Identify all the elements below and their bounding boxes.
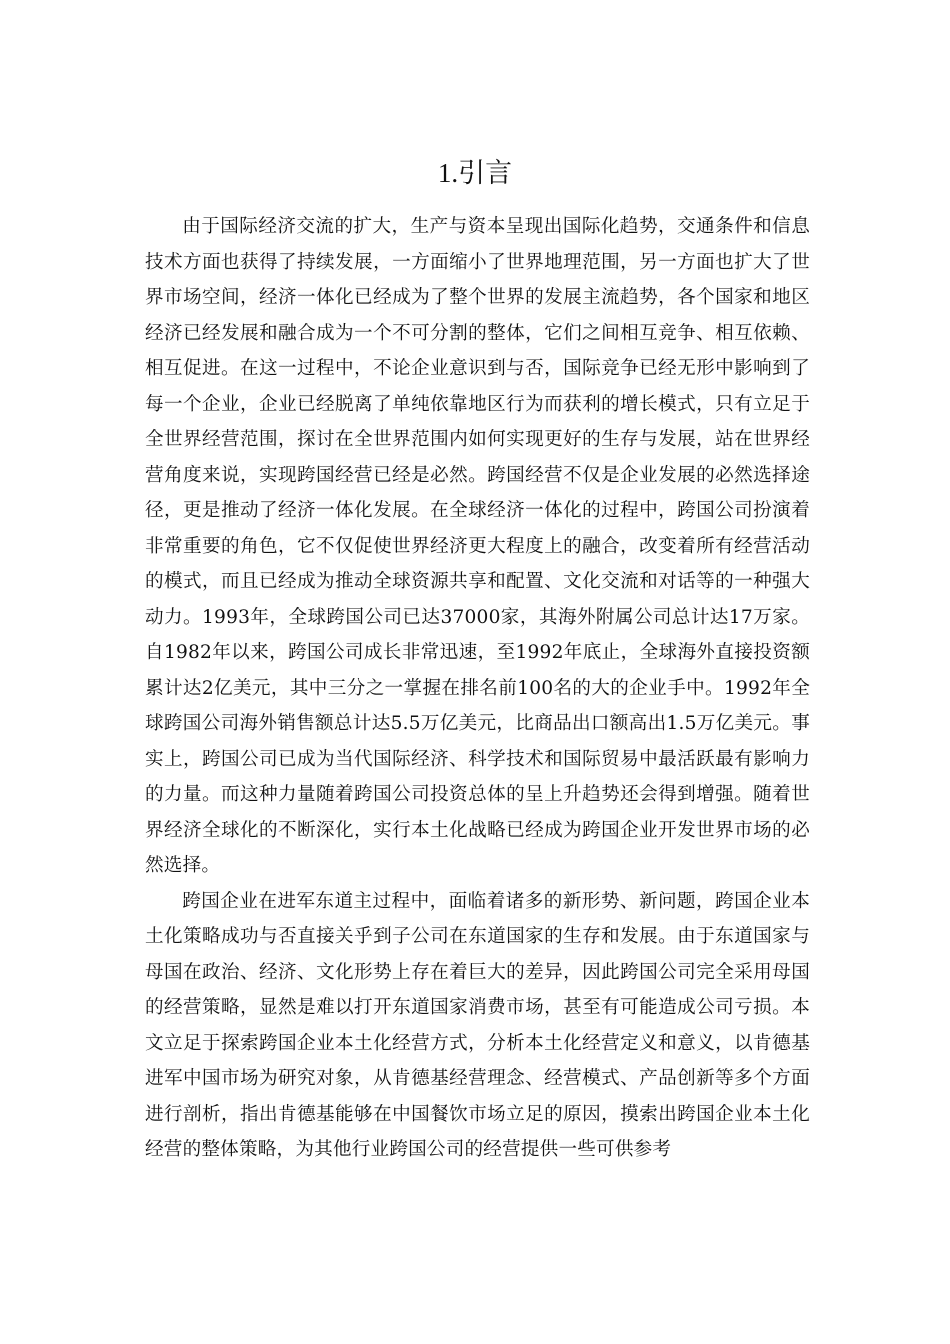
body-text: [145, 209, 810, 1168]
paragraph-2: 跨国企业在进军东道主过程中，面临着诸多的新形势、新问题，跨国企业本土化策略成功与否直接关乎到子公司在东道国家的生存和发展。由于东道国家与母国在政治、经济、文化形势上存在着巨大的差异，因此跨国公司完全采用母国的经营策略，显然是难以打开东道国家消费市场，甚至有可能造成公司亏损。本文立足于探索跨国企业本土化经营方式，分析本土化经营定义和意义，以肯德基进军中国市场为研究对象，从肯德基经营理念、经营模式、产品创新等多个方面进行剖析，指出肯德基能够在中国餐饮市场立足的原因，摸索出跨国企业本土化经营的整体策略，为其他行业跨国公司的经营提供一些可供参考: [145, 890, 810, 1160]
paragraph-1: 由于国际经济交流的扩大，生产与资本呈现出国际化趋势，交通条件和信息技术方面也获得了持续发展，一方面缩小了世界地理范围，另一方面也扩大了世界市场空间，经济一体化已经成为了整个世界的发展主流趋势，各个国家和地区经济已经发展和融合成为一个不可分割的整体，它们之间相互竞争、相互依赖、相互促进。在这一过程中，不论企业意识到与否，国际竞争已经无形中影响到了每一个企业，企业已经脱离了单纯依靠地区行为而获利的增长模式，只有立足于全世界经营范围，探讨在全世界范围内如何实现更好的生存与发展，站在世界经营角度来说，实现跨国经营已经是必然。跨国经营不仅是企业发展的必然选择途径，更是推动了经济一体化发展。在全球经济一体化的过程中，跨国公司扮演着非常重要的角色，它不仅促使世界经济更大程度上的融合，改变着所有经营活动的模式，而且已经成为推动全球资源共享和配置、文化交流和对话等的一种强大动力。1993年，全球跨国公司已达37000家，其海外附属公司总计达17万家。自1982年以来，跨国公司成长非常迅速，至1992年底止，全球海外直接投资额累计达2亿美元，其中三分之一掌握在排名前100名的大的企业手中。1992年全球跨国公司海外销售额总计达5.5万亿美元，比商品出口额高出1.5万亿美元。事实上，跨国公司已成为当代国际经济、科学技术和国际贸易中最活跃最有影响力的力量。而这种力量随着跨国公司投资总体的呈上升趋势还会得到增强。随着世界经济全球化的不断深化，实行本土化战略已经成为跨国企业开发世界市场的必然选择。: [145, 216, 810, 876]
section-heading: 1.引言: [437, 158, 513, 188]
